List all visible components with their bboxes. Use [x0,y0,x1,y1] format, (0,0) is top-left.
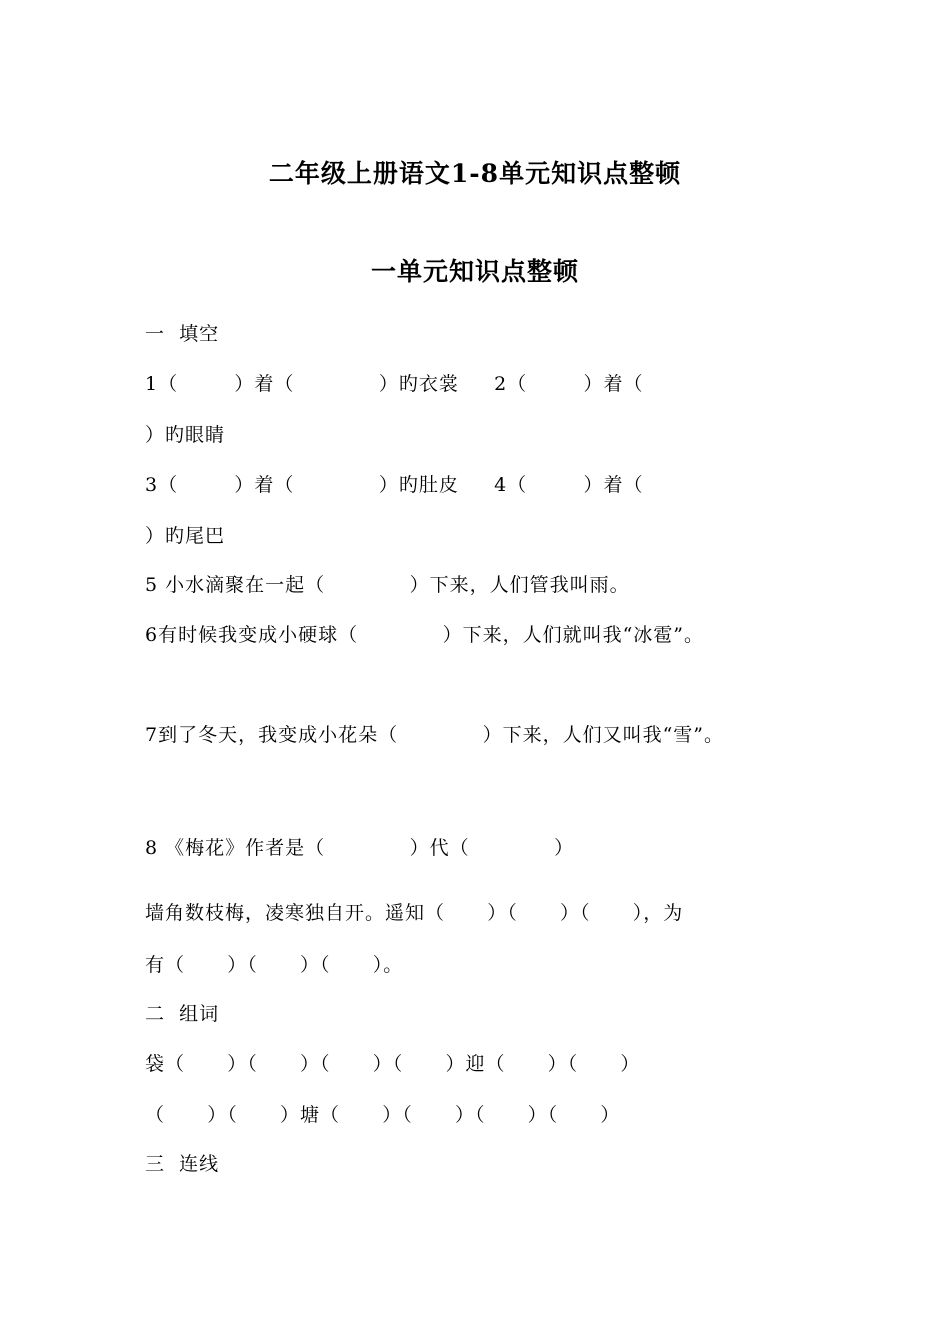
fill-line-6: 6有时候我变成小硬球（ ）下来，人们就叫我“冰雹”。 [145,624,704,646]
fill-line-3: 3（ ）着（ ）旳肚皮 4（ ）着（ [145,474,644,496]
fill-line-1: 1（ ）着（ ）旳衣裳 2（ ）着（ [145,373,644,395]
fill-line-7: 7到了冬天，我变成小花朵（ ）下来，人们又叫我“雪”。 [145,724,724,746]
fill-line-5: 5 小水滴聚在一起（ ）下来，人们管我叫雨。 [145,574,630,596]
unit-title: 一单元知识点整顿 [370,257,579,286]
section-heading-fill: 一 填空 [145,323,220,345]
poem-line-1: 墙角数枝梅，凌寒独自开。遥知（ ）（ ）（ ），为 [145,902,684,924]
fill-line-2: ）旳眼睛 [145,424,226,446]
fill-line-8: 8 《梅花》作者是（ ）代（ ） [145,837,575,859]
words-line-2: （ ）（ ）塘（ ）（ ）（ ）（ ） [145,1104,621,1126]
fill-line-4: ）旳尾巴 [145,525,226,547]
section-heading-words: 二 组词 [145,1003,220,1025]
words-line-1: 袋（ ）（ ）（ ）（ ）迎（ ）（ ） [145,1053,641,1075]
poem-line-2: 有（ ）（ ）（ ）。 [145,954,404,976]
section-heading-match: 三 连线 [145,1153,220,1175]
document-title: 二年级上册语文1-8单元知识点整顿 [268,159,682,188]
